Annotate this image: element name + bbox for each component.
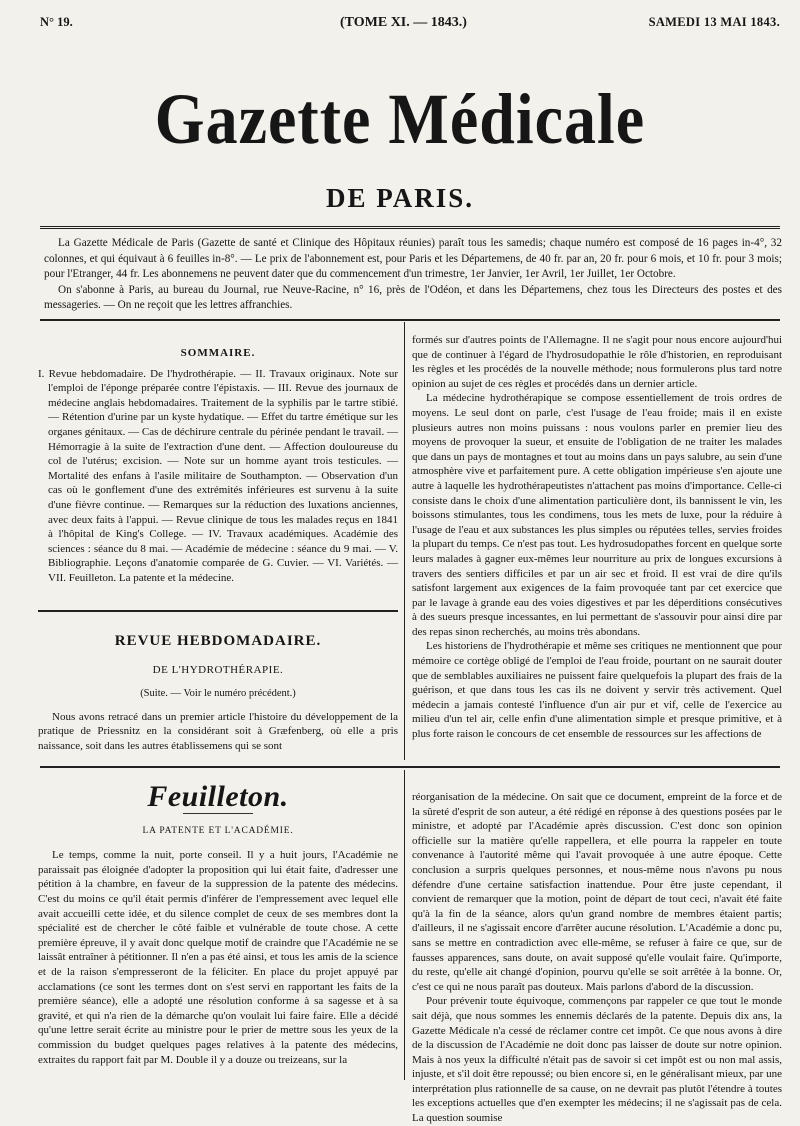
subscription-paragraph: La Gazette Médicale de Paris (Gazette de santé et Clinique des Hôpitaux réunies) paraît tous les samedis; chaque numéro est composé de 16 pages in-4°, 32 colonnes, et qui équivaut à 6 feuilles in-8°. — Le prix de l'abonnement est, pour Paris et les Départemens, de 40 fr. par an, 20 fr. pour 6 mois, et 10 fr. pour 3 mois; pour l'Etranger, 44 fr. Les abonnemens ne peuvent dater que du commencement d'un trimestre, 1er Janvier, 1er Avril, 1er Juillet, 1er Octobre. (44, 237, 782, 281)
sommaire-rule (38, 610, 398, 612)
revue-subheading: DE L'HYDROTHÉRAPIE. (152, 663, 284, 676)
hydro-paragraph-1: formés sur d'autres points de l'Allemagne. Il ne s'agit pour nous encore aujourd'hui que de continuer à l'égard de l'hydrosudopathie le rôle d'historien, en reproduisant les règles et les procédés de la nouvelle méthode; nous formulerons plus tard notre opinion au sujet de ces règles et procédés dans un dernier article. (412, 334, 782, 390)
feuilleton-right-paragraph-1: réorganisation de la médecine. On sait que ce document, empreint de la force et de la sûreté d'esprit de son auteur, a été rédigé en réponse à des questions posées par le ministre, et adopté par l'Académie après discussion. C'est donc son opinion officielle sur la matière qu'elle rappellera, et elle pourra la rappeler en toute convenance à l'autorité même qui l'avait provoquée à une autre époque. Cette conclusion a surpris quelques personnes, et nous-même nous n'avons pu nous défendre d'une certaine satisfaction inattendue. Pour être juste cependant, il convient de remarquer que la motion, point de départ de tout ceci, n'avait été faite qu'à la fin de la séance, alors qu'un grand nombre de membres étaient partis; d'ailleurs, il ne s'agissait encore d'arrêter aucune résolution. L'Académie a donc pu, sans se mettre en contradiction avec elle-même, se refuser à faire ce que, sur de fausses apparences, sans doute, on avait supposé qu'elle voulait faire. Qu'importe, du reste, qu'elle ait changé d'opinion, pourvu qu'elle se soit arrêtée à la bonne. Or, c'est ce qui ne nous paraît pas douteux. Mais parlons d'abord de la discussion. (412, 791, 782, 993)
revue-heading: REVUE HEBDOMADAIRE. (114, 633, 322, 649)
revue-note: (Suite. — Voir le numéro précédent.) (140, 688, 296, 700)
masthead-rule (40, 226, 780, 229)
feuilleton-subheading: LA PATENTE ET L'ACADÉMIE. (142, 825, 294, 836)
feuilleton-heading: Feuilleton. (147, 780, 289, 813)
feuilleton-continued (412, 790, 782, 1125)
feuilleton-rule (40, 766, 780, 768)
feuilleton-section (38, 780, 398, 1082)
hydro-paragraph-3: Les historiens de l'hydrothérapie et même ses critiques ne mentionnent que pour mémoire ce cortège obligé de l'emploi de l'eau froide, pourtant on ne saurait douter que de semblables auxiliaires ne puissent faire quelquefois la plupart des frais de la guérison, et que dans tous les cas ils ne doivent y servir très activement. Quel médecin a jamais contesté l'influence d'un air pur et vif, celle de l'exercice au milieu d'un tel air, celle enfin d'une alimentation simple et presque primitive, et à plus forte raison le concours de cet ensemble de ressources sur les affections de (412, 640, 782, 741)
hydrotherapie-column (412, 333, 782, 761)
feuilleton-right-paragraph-2: Pour prévenir toute équivoque, commençons par rappeler ce que tout le monde sait déjà, que nous sommes les ennemis déclarés de la patente. Depuis dix ans, la Gazette Médicale n'a cessé de réclamer contre cet impôt. Ce que nous avons à dire de la discussion de l'Académie ne doit donc pas laisser de doute sur notre opinion. Mais à nos yeux la difficulté n'était pas de savoir si cet impôt est ou non mal assis, injuste, et s'il doit être repoussé; ou bien encore si, en le généralisant mieux, par une interprétation plus rationnelle de sa cause, on ne devrait pas plutôt l'étendre à toutes les exceptions actuelles que d'en exempter les médecins; il ne s'agissait pas de cela. La question soumise (412, 995, 782, 1125)
issue-number: N° 19. (40, 15, 73, 29)
section-rule-top (40, 319, 780, 321)
sommaire-heading: SOMMAIRE. (180, 347, 256, 359)
revue-section (38, 634, 398, 760)
sommaire-text: I. Revue hebdomadaire. De l'hydrothérapie. — II. Travaux originaux. Note sur l'emploi de l'éponge préparée contre l'épistaxis. — III. Revue des journaux de médecine anglais hebdomadaires. Traitement de la syphilis par le tartre stibié. — Rétention d'urine par un kyste hydatique. — Effet du tartre émétique sur les organes génitaux. — Cas de déchirure centrale du périnée pendant le travail. — Hémorragie à la suite de l'extraction d'une dent. — Affection douloureuse du col de l'utérus; excision. — Note sur un homme ayant trois testicules. — Mortalité des enfans à l'asile militaire de Southampton. — Observation d'un cas où le gonflement d'une des extrémités inférieures est survenu à la suite d'une fièvre continue. — Remarques sur la réduction des luxations anciennes, avec deux faits à l'appui. — Revue clinique de tous les malades reçus en 1841 à l'hôpital de King's College. — IV. Travaux académiques. Académie des sciences : séance du 8 mai. — Académie de médecine : séance du 9 mai. — V. Bibliographie. Leçons d'anatomie comparée de G. Cuvier. — VI. Variétés. — VII. Feuilleton. La patente et la médecine. (38, 367, 398, 584)
tome-label: (TOME XI. — 1843.) (340, 15, 467, 30)
revue-paragraph: Nous avons retracé dans un premier article l'histoire du développement de la pratique de Priessnitz en la considérant soit à Græfenberg, où elle a pris naissance, soit dans les autres établissemens qui se sont (38, 710, 398, 752)
sommaire-section (38, 346, 398, 601)
masthead-subtitle: DE PARIS. (325, 183, 475, 213)
issue-date: SAMEDI 13 MAI 1843. (648, 15, 780, 29)
subscription-notice (44, 236, 782, 314)
hydro-paragraph-2: La médecine hydrothérapique se compose essentiellement de trois ordres de moyens. Le seul dont on parle, c'est l'usage de l'eau froide; mais il en existe plusieurs autres non moins puissans : nous voulons parler en premier lieu des moyens de provoquer la sueur, et ensuite de l'obligation de ne traiter les malades que dans un pays de montagnes et tout au moins dans un pays salubre, au sein d'une atmosphère vive et parfaitement pure. A cette obligation impérieuse s'en ajoute une autre à laquelle les hydrothérapeutistes n'attachent pas moins d'importance. Celle-ci consiste dans le choix d'une alimentation particulière dont, ils bannissent le vin, les boissons stimulantes, tous les condimens, tous les mets de luxe, pour la réduire à l'usage de l'eau et aux substances les plus simples ou réputées telles, servies froides la plupart du temps. Ce n'est pas tout. Les hydrosudopathes forcent en quelque sorte leurs malades à gagner eux-mêmes leur nourriture au prix de longues excursions à travers des sentiers difficiles et par un air sec et froid. Il est vrai de dire qu'ils satisfont largement aux exigences de la faim provoquée tant par cet exercice que par le lavage à grande eau des voies digestives et par les déperditions consécutives à des sueurs presque incessantes, en lui permettant de s'assouvir pour ainsi dire par des repas sinon recherchés, au moins très abondans. (412, 392, 782, 638)
column-divider-top (404, 322, 405, 760)
issue-header (40, 15, 780, 37)
column-divider-bottom (404, 770, 405, 1080)
address-paragraph: On s'abonne à Paris, au bureau du Journal, rue Neuve-Racine, n° 16, près de l'Odéon, et dans les Départemens, chez tous les Directeurs des postes et des messageries. — On ne reçoit que les lettres affranchies. (44, 283, 782, 312)
feuilleton-paragraph: Le temps, comme la nuit, porte conseil. Il y a huit jours, l'Académie ne paraissait pas éloignée d'adopter la proposition qui lui était faite, d'adresser une pétition à la chambre, en faveur de la suppression de la patente des médecins. C'est du moins ce qu'il était permis d'inférer de l'empressement avec lequel elle avait accueilli cette idée, et du silence complet de ceux de ses membres dont la spécialité est de chercher le côté faible et vulnérable de toute chose. A cette première épreuve, il y avait donc quelque motif de craindre que l'Académie ne se laissât entraîner à pétitionner. Il n'en a pas été ainsi, et tous les amis de la science et de la raison s'empresseront de la féliciter. En place du projet appuyé par acclamations (ce sont les termes dont on s'est servi en rapportant les faits de la première séance), elle a adopté une résolution conforme à sa sagesse et à sa gravité, et qui n'a rien de la démarche qu'on voulait lui faire faire. Elle a décidé qu'une lettre serait écrite au ministre pour le prier de mettre sous les yeux de la commission du budget quelques pages relatives à la patente des médecins, extraites du rapport fait par M. Double il y a douze ou treizeans, sur la (38, 849, 398, 1066)
masthead-title: Gazette Médicale (154, 79, 646, 159)
